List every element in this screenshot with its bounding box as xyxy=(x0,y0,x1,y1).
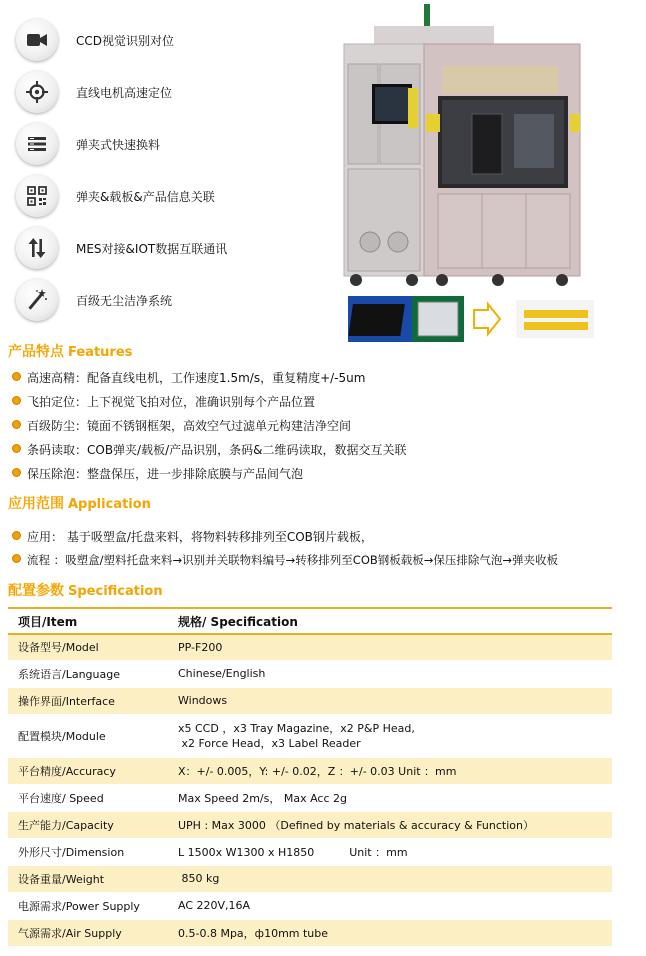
feature-label: 弹夹式快速换料 xyxy=(76,138,161,152)
bullet-dot-icon xyxy=(12,420,21,429)
feature-bullet xyxy=(12,393,315,410)
row-spec xyxy=(168,714,612,757)
table-row xyxy=(8,838,612,865)
row-item: 设备重量/Weight xyxy=(8,865,168,892)
bullet-dot-icon xyxy=(12,554,21,563)
section-title-en: Application xyxy=(68,497,151,512)
header-spec: 规格/ Specification xyxy=(168,608,612,634)
features-section-title xyxy=(8,341,132,361)
bullet-dot-icon xyxy=(12,531,21,540)
row-spec-line: x5 CCD ，x3 Tray Magazine，x2 P&P Head, xyxy=(178,721,415,735)
bullet-text: 飞拍定位：上下视觉飞拍对位，准确识别每个产品位置 xyxy=(27,395,316,409)
bullet-text: 应用： 基于吸塑盒/托盘来料，将物料转移排列至COB钢片载板， xyxy=(27,530,373,544)
row-item: 操作界面/Interface xyxy=(8,687,168,714)
machine-illustration xyxy=(342,4,584,288)
feature-label: CCD视觉识别对位 xyxy=(76,34,174,48)
feature-item-info-link xyxy=(16,175,336,219)
row-item: 配置模块/Module xyxy=(8,714,168,757)
row-spec: 0.5-0.8 Mpa，ф10mm tube xyxy=(168,919,612,946)
row-spec: Windows xyxy=(168,687,612,714)
row-spec: 850 kg xyxy=(168,865,612,892)
header-item: 项目/Item xyxy=(8,608,168,634)
row-spec: AC 220V,16A xyxy=(168,892,612,919)
row-item: 气源需求/Air Supply xyxy=(8,919,168,946)
qr-code-icon xyxy=(16,175,58,217)
feature-bullet xyxy=(12,441,407,458)
row-spec: PP-F200 xyxy=(168,634,612,660)
feature-item-ccd xyxy=(16,19,336,63)
table-row xyxy=(8,660,612,687)
row-spec: Chinese/English xyxy=(168,660,612,687)
video-camera-icon xyxy=(16,19,58,61)
feature-item-linear-motor xyxy=(16,71,336,115)
table-row xyxy=(8,892,612,919)
feature-item-magazine xyxy=(16,123,336,167)
row-item: 电源需求/Power Supply xyxy=(8,892,168,919)
application-bullet xyxy=(12,552,558,568)
bullet-text: 百级防尘：镜面不锈钢框架，高效空气过滤单元构建洁净空间 xyxy=(27,419,352,433)
row-spec: L 1500x W1300 x H1850 Unit ：mm xyxy=(168,838,612,865)
bullet-dot-icon xyxy=(12,372,21,381)
bullet-text: 条码读取：COB弹夹/载板/产品识别，条码&二维码读取，数据交互关联 xyxy=(27,443,407,457)
table-row xyxy=(8,811,612,838)
magazine-stack-icon xyxy=(16,123,58,165)
section-title-en: Features xyxy=(68,345,133,360)
application-section-title xyxy=(8,493,151,513)
table-row xyxy=(8,757,612,784)
feature-label: 百级无尘洁净系统 xyxy=(76,294,173,308)
table-row xyxy=(8,919,612,946)
sync-arrows-icon xyxy=(16,227,58,269)
section-title-en: Specification xyxy=(68,584,163,599)
row-item: 平台精度/Accuracy xyxy=(8,757,168,784)
row-spec: X：+/- 0.005，Y: +/- 0.02，Z ：+/- 0.03 Unit ：mm xyxy=(168,757,612,784)
bullet-dot-icon xyxy=(12,396,21,405)
row-item: 平台速度/ Speed xyxy=(8,784,168,811)
specification-section-title xyxy=(8,580,163,600)
row-spec: UPH : Max 3000 （Defined by materials & accuracy & Function） xyxy=(168,811,612,838)
specification-table xyxy=(8,607,612,947)
row-item: 生产能力/Capacity xyxy=(8,811,168,838)
table-row xyxy=(8,634,612,660)
magic-wand-icon xyxy=(16,279,58,321)
row-item: 设备型号/Model xyxy=(8,634,168,660)
feature-item-cleanroom xyxy=(16,279,336,323)
product-samples-illustration xyxy=(348,296,598,342)
row-spec: Max Speed 2m/s， Max Acc 2g xyxy=(168,784,612,811)
table-row xyxy=(8,865,612,892)
row-item: 外形尺寸/Dimension xyxy=(8,838,168,865)
feature-bullet xyxy=(12,369,365,386)
bullet-dot-icon xyxy=(12,468,21,477)
application-bullet xyxy=(12,528,373,545)
bullet-text: 流程 ：吸塑盒/塑料托盘来料→识别并关联物料编号→转移排列至COB钢板载板→保压排除气泡→弹夹收板 xyxy=(27,553,559,567)
table-header-row xyxy=(8,608,612,634)
section-title-cn: 产品特点 xyxy=(8,344,64,360)
feature-label: 直线电机高速定位 xyxy=(76,86,173,100)
row-spec-line: x2 Force Head，x3 Label Reader xyxy=(178,736,361,750)
feature-item-mes xyxy=(16,227,336,271)
feature-bullet xyxy=(12,465,303,482)
section-title-cn: 应用范围 xyxy=(8,496,64,512)
bullet-text: 保压除泡：整盘保压，进一步排除底膜与产品间气泡 xyxy=(27,467,304,481)
bullet-dot-icon xyxy=(12,444,21,453)
bullet-text: 高速高精：配备直线电机，工作速度1.5m/s，重复精度+/-5um xyxy=(27,371,366,385)
table-row xyxy=(8,784,612,811)
feature-label: MES对接&IOT数据互联通讯 xyxy=(76,242,228,256)
row-item: 系统语言/Language xyxy=(8,660,168,687)
table-row xyxy=(8,714,612,757)
section-title-cn: 配置参数 xyxy=(8,583,64,599)
table-row xyxy=(8,687,612,714)
crosshair-icon xyxy=(16,71,58,113)
feature-bullet xyxy=(12,417,351,434)
feature-label: 弹夹&载板&产品信息关联 xyxy=(76,190,215,204)
